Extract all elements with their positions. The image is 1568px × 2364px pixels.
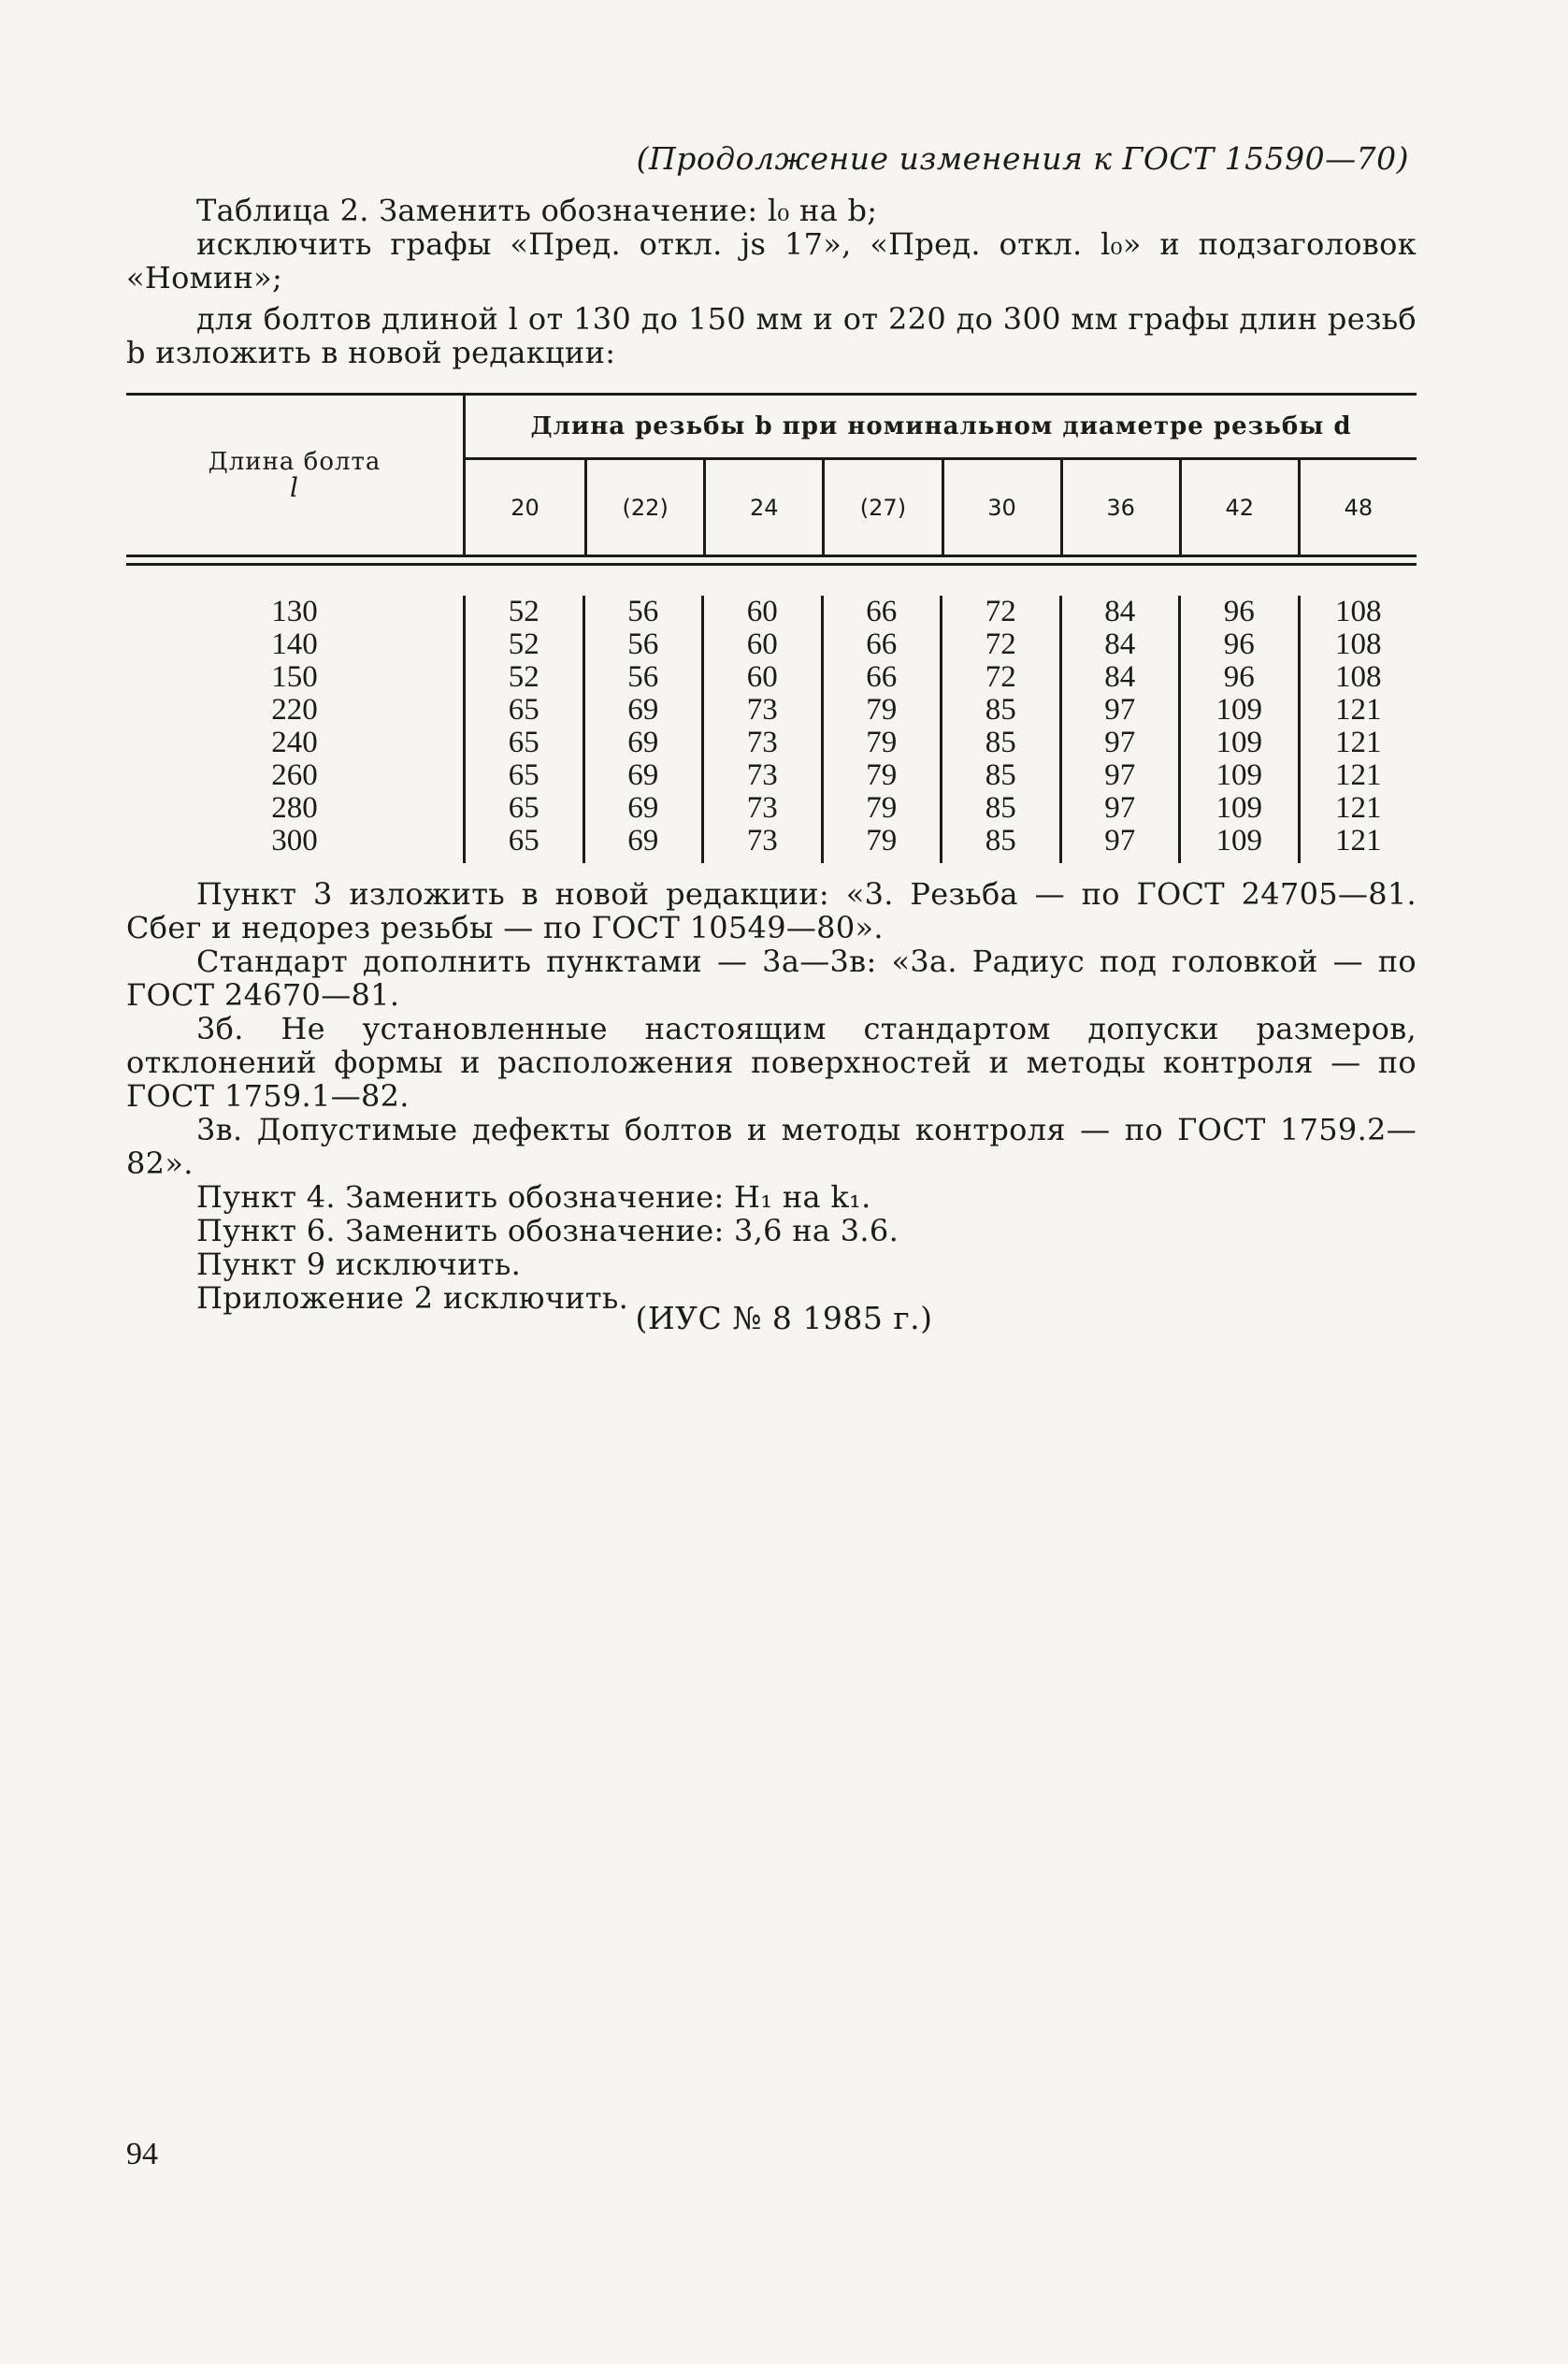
running-head: (Продолжение изменения к ГОСТ 15590—70) xyxy=(636,140,1409,177)
issue-reference: (ИУС № 8 1985 г.) xyxy=(635,1300,933,1336)
thread-length-table xyxy=(126,393,1417,863)
thread-length-cell: 84 xyxy=(1104,660,1136,694)
thread-length-column xyxy=(1059,596,1179,863)
bolt-length-cell: 240 xyxy=(271,726,318,759)
diameter-header: 36 xyxy=(1060,460,1179,555)
thread-length-cell: 96 xyxy=(1223,660,1255,694)
stub-header xyxy=(126,396,463,555)
thread-length-cell: 121 xyxy=(1335,693,1382,727)
thread-length-cell: 97 xyxy=(1104,791,1136,825)
thread-length-cell: 85 xyxy=(985,693,1016,727)
thread-length-cell: 69 xyxy=(627,693,659,727)
amendment-paragraph: Пункт 3 изложить в новой редакции: «3. Резьба — по ГОСТ 24705—81. Сбег и недорез резьбы — по ГОСТ 10549—80». xyxy=(126,876,1417,945)
amendment-paragraph: 3в. Допустимые дефекты болтов и методы контроля — по ГОСТ 1759.2—82». xyxy=(126,1112,1417,1181)
thread-length-column xyxy=(1298,596,1417,863)
thread-length-column xyxy=(701,596,821,863)
thread-length-cell: 97 xyxy=(1104,693,1136,727)
amendment-paragraph: 3б. Не установленные настоящим стандартом допуски размеров, отклонений формы и расположения поверхностей и методы контроля — по ГОСТ 1759.1—82. xyxy=(126,1011,1417,1114)
amendment-paragraph: Пункт 9 исключить. xyxy=(196,1247,522,1282)
thread-length-cell: 65 xyxy=(508,726,539,759)
diameter-header: (27) xyxy=(822,460,941,555)
bolt-length-cell: 150 xyxy=(271,660,318,694)
page-number: 94 xyxy=(126,2137,158,2171)
stub-header-symbol: l xyxy=(290,471,299,503)
thread-length-cell: 66 xyxy=(866,627,898,661)
thread-length-cell: 85 xyxy=(985,791,1016,825)
thread-length-cell: 79 xyxy=(866,824,898,858)
thread-length-cell: 52 xyxy=(508,595,539,628)
stub-header-label: Длина болта xyxy=(208,447,381,476)
thread-length-cell: 56 xyxy=(627,595,659,628)
diameter-header: 48 xyxy=(1298,460,1417,555)
diameter-header: 42 xyxy=(1179,460,1298,555)
thread-length-column xyxy=(821,596,941,863)
thread-length-cell: 72 xyxy=(985,660,1016,694)
thread-length-cell: 97 xyxy=(1104,726,1136,759)
thread-length-cell: 79 xyxy=(866,791,898,825)
thread-length-cell: 108 xyxy=(1335,660,1382,694)
thread-length-cell: 60 xyxy=(746,627,778,661)
thread-length-cell: 56 xyxy=(627,627,659,661)
thread-length-cell: 72 xyxy=(985,627,1016,661)
bolt-length-cell: 280 xyxy=(271,791,318,825)
amendment-text xyxy=(126,877,1417,1315)
thread-length-cell: 79 xyxy=(866,693,898,727)
thread-length-cell: 85 xyxy=(985,824,1016,858)
amendment-paragraph: Приложение 2 исключить. xyxy=(196,1280,629,1316)
thread-length-cell: 65 xyxy=(508,824,539,858)
thread-length-cell: 109 xyxy=(1216,758,1262,792)
bolt-length-cell: 140 xyxy=(271,627,318,661)
amendment-paragraph: Стандарт дополнить пунктами — 3а—3в: «3а. Радиус под головкой — по ГОСТ 24670—81. xyxy=(126,944,1417,1013)
diameter-header: 20 xyxy=(511,494,539,521)
thread-length-cell: 109 xyxy=(1216,726,1262,759)
thread-length-cell: 66 xyxy=(866,595,898,628)
diameter-headers xyxy=(466,460,1417,555)
thread-length-cell: 72 xyxy=(985,595,1016,628)
table-header xyxy=(126,396,1417,557)
thread-length-cell: 85 xyxy=(985,758,1016,792)
thread-length-cell: 97 xyxy=(1104,824,1136,858)
thread-length-cell: 96 xyxy=(1223,627,1255,661)
thread-length-cell: 79 xyxy=(866,726,898,759)
thread-length-cell: 121 xyxy=(1335,791,1382,825)
bolt-length-cell: 220 xyxy=(271,693,318,727)
thread-length-cell: 73 xyxy=(746,791,778,825)
thread-length-cell: 69 xyxy=(627,726,659,759)
thread-length-cell: 109 xyxy=(1216,791,1262,825)
thread-length-cell: 96 xyxy=(1223,595,1255,628)
intro-text xyxy=(126,194,1417,369)
table-body xyxy=(126,563,1417,863)
bolt-length-cell: 130 xyxy=(271,595,318,628)
thread-length-column xyxy=(583,596,702,863)
thread-length-cell: 56 xyxy=(627,660,659,694)
thread-length-cell: 60 xyxy=(746,595,778,628)
amendment-paragraph: Пункт 6. Заменить обозначение: 3,6 на 3.6. xyxy=(196,1213,899,1248)
bolt-length-column xyxy=(126,596,463,863)
diameter-header: (22) xyxy=(584,460,703,555)
thread-length-cell: 52 xyxy=(508,627,539,661)
thread-length-cell: 121 xyxy=(1335,824,1382,858)
thread-length-cell: 65 xyxy=(508,693,539,727)
thread-length-column xyxy=(463,596,583,863)
thread-length-cell: 73 xyxy=(746,693,778,727)
intro-line-1: Таблица 2. Заменить обозначение: l₀ на b; xyxy=(196,193,878,228)
thread-length-cell: 108 xyxy=(1335,595,1382,628)
intro-line-3: для болтов длиной l от 130 до 150 мм и от 220 до 300 мм графы длин резьб b изложить в новой редакции: xyxy=(126,301,1417,370)
diameter-header: 24 xyxy=(703,460,822,555)
thread-length-column xyxy=(940,596,1059,863)
thread-length-cell: 60 xyxy=(746,660,778,694)
thread-length-cell: 79 xyxy=(866,758,898,792)
thread-length-cell: 97 xyxy=(1104,758,1136,792)
thread-length-cell: 109 xyxy=(1216,693,1262,727)
bolt-length-cell: 260 xyxy=(271,758,318,792)
thread-length-cell: 66 xyxy=(866,660,898,694)
intro-line-2: исключить графы «Пред. откл. js 17», «Пред. откл. l₀» и подзаголовок «Номин»; xyxy=(126,226,1417,296)
thread-length-cell: 65 xyxy=(508,791,539,825)
span-header: Длина резьбы b при номинальном диаметре резьбы d xyxy=(466,396,1417,460)
bolt-length-cell: 300 xyxy=(271,824,318,858)
diameter-header: 30 xyxy=(942,460,1060,555)
thread-length-cell: 73 xyxy=(746,758,778,792)
thread-length-cell: 121 xyxy=(1335,758,1382,792)
thread-length-column xyxy=(1178,596,1298,863)
thread-length-cell: 121 xyxy=(1335,726,1382,759)
thread-length-cell: 85 xyxy=(985,726,1016,759)
thread-length-cell: 65 xyxy=(508,758,539,792)
thread-length-cell: 73 xyxy=(746,726,778,759)
thread-length-cell: 52 xyxy=(508,660,539,694)
thread-length-cell: 84 xyxy=(1104,627,1136,661)
thread-length-cell: 109 xyxy=(1216,824,1262,858)
amendment-paragraph: Пункт 4. Заменить обозначение: H₁ на k₁. xyxy=(196,1179,871,1215)
thread-length-cell: 84 xyxy=(1104,595,1136,628)
thread-length-cell: 73 xyxy=(746,824,778,858)
thread-length-cell: 108 xyxy=(1335,627,1382,661)
thread-length-cell: 69 xyxy=(627,758,659,792)
thread-length-cell: 69 xyxy=(627,824,659,858)
thread-length-cell: 69 xyxy=(627,791,659,825)
